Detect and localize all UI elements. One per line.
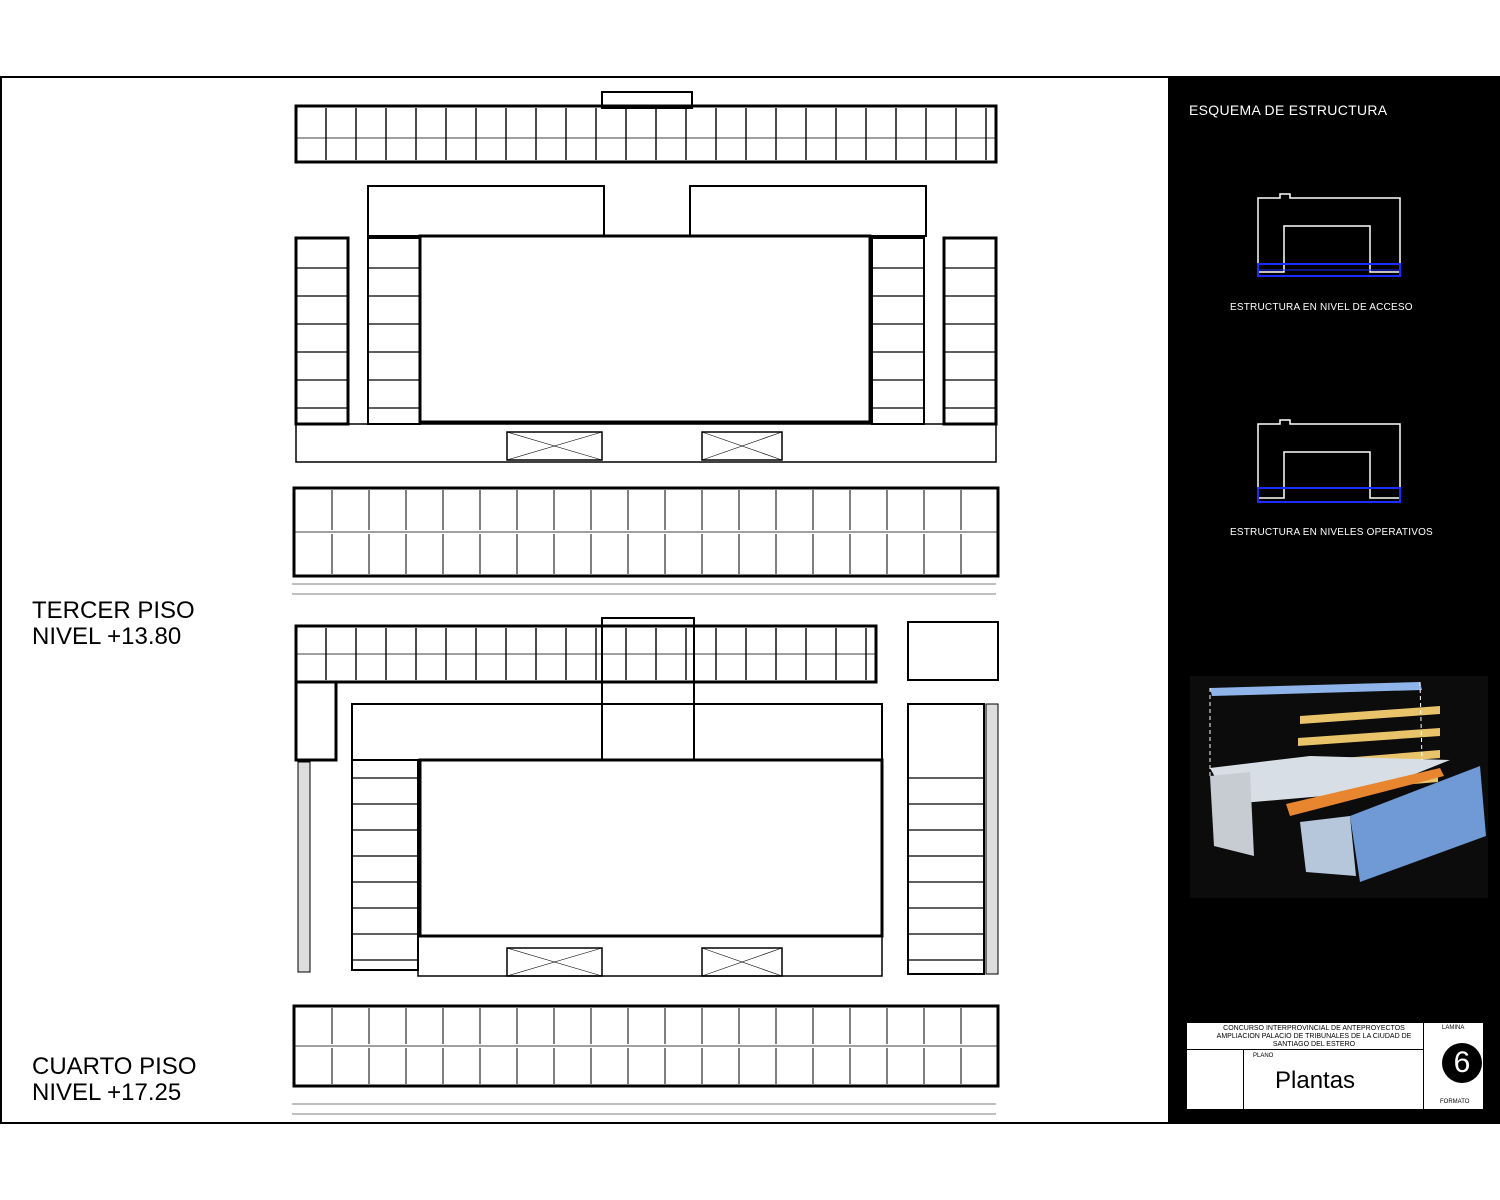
structure-panel — [1170, 76, 1500, 1124]
third-floor-label — [32, 598, 195, 650]
title-block — [1185, 1021, 1485, 1111]
third-floor-level: NIVEL +13.80 — [32, 623, 182, 650]
operative-levels-structure-diagram — [1170, 412, 1500, 542]
drawing-area — [0, 76, 1170, 1124]
access-level-structure-diagram — [1170, 186, 1500, 316]
plano-label: PLANO — [1253, 1053, 1274, 1059]
structure-schema-title: ESQUEMA DE ESTRUCTURA — [1189, 102, 1388, 118]
lamina-label: LAMINA — [1442, 1025, 1465, 1031]
operative-levels-caption: ESTRUCTURA EN NIVELES OPERATIVOS — [1230, 527, 1433, 538]
sheet-title: Plantas — [1275, 1067, 1356, 1094]
third-floor-name: TERCER PISO — [32, 597, 195, 624]
formato-label: FORMATO — [1440, 1099, 1470, 1105]
third-floor-plan — [292, 92, 998, 594]
fourth-floor-name: CUARTO PISO — [32, 1053, 197, 1080]
access-level-caption: ESTRUCTURA EN NIVEL DE ACCESO — [1230, 302, 1413, 313]
fourth-floor-label — [32, 1054, 196, 1106]
contest-name: CONCURSO INTERPROVINCIAL DE ANTEPROYECTOS AMPLIACION PALACIO DE TRIBUNALES DE LA CIUDAD DE SANTIAGO DEL ESTERO — [1216, 1025, 1412, 1048]
axonometric-render — [1190, 676, 1488, 898]
fourth-floor-plan — [292, 618, 998, 1114]
sheet-number: 6 — [1442, 1043, 1482, 1083]
fourth-floor-level: NIVEL +17.25 — [32, 1079, 182, 1106]
axonometric-render-drawing — [1190, 676, 1488, 898]
